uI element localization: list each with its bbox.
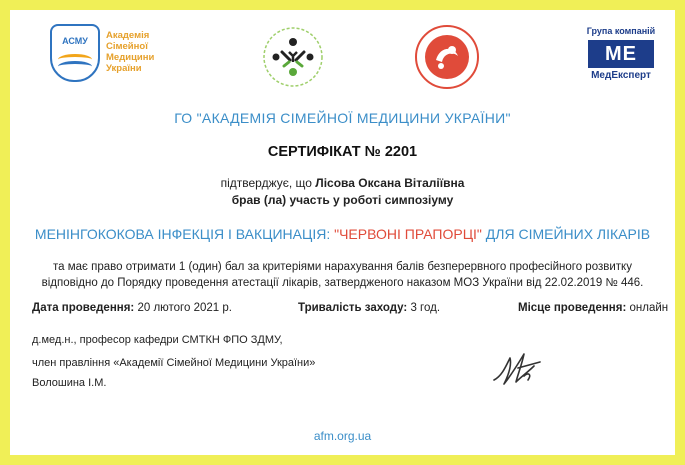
confirms-prefix: підтверджує, що <box>220 176 312 190</box>
event-duration <box>298 302 440 314</box>
asmu-logo <box>46 24 176 86</box>
certificate-title: СЕРТИФІКАТ № 2201 <box>267 144 418 160</box>
symposium-title <box>10 226 675 242</box>
confirms-line <box>10 176 675 190</box>
medexpert-logo <box>580 26 662 82</box>
symposium-title-part: МЕНІНГОКОКОВА ІНФЕКЦІЯ І ВАКЦИНАЦІЯ: <box>34 226 335 242</box>
family-logo-icon <box>262 26 324 88</box>
asmu-badge-text: АСМУ <box>62 36 88 46</box>
signature-icon <box>488 346 546 390</box>
asmu-text-line: України <box>106 63 142 74</box>
recipient-name: Лісова Оксана Віталіївна <box>315 176 465 190</box>
medexpert-mark: МЕ <box>588 40 654 68</box>
medexpert-name: МедЕксперт <box>591 70 651 81</box>
org-title: ГО "АКАДЕМІЯ СІМЕЙНОЇ МЕДИЦИНИ УКРАЇНИ" <box>174 110 511 126</box>
asmu-logo-text <box>106 30 176 74</box>
signer-title: д.мед.н., професор кафедри СМТКН ФПО ЗДМУ, <box>32 334 283 346</box>
event-date <box>32 302 232 314</box>
signer-name: Волошина І.М. <box>32 377 107 389</box>
asmu-text-line: Сімейної <box>106 41 148 52</box>
duration-label: Тривалість заходу: <box>298 302 408 314</box>
date-value: 20 лютого 2021 р. <box>137 302 232 314</box>
symposium-highlight: "ЧЕРВОНІ ПРАПОРЦІ" <box>334 226 482 242</box>
place-label: Місце проведення: <box>518 302 627 314</box>
duration-value: 3 год. <box>410 302 441 314</box>
symposium-title-part: ДЛЯ СІМЕЙНИХ ЛІКАРІВ <box>481 226 651 242</box>
medexpert-group-label: Група компаній <box>586 26 656 36</box>
participated-line: брав (ла) участь у роботі симпозіуму <box>231 193 454 207</box>
event-place <box>518 302 668 314</box>
asmu-text-line: Медицини <box>106 52 155 63</box>
website-link[interactable]: afm.org.ua <box>313 429 372 443</box>
signer-position: член правління «Академії Сімейної Медицини України» <box>32 357 316 369</box>
asmu-shield-icon <box>50 24 100 82</box>
pediatric-association-logo-icon <box>414 24 480 90</box>
date-label: Дата проведення: <box>32 302 135 314</box>
place-value: онлайн <box>629 302 669 314</box>
body-text-line: відповідно до Порядку проведення атестації лікарів, затвердженого наказом МОЗ України від 22.02.2019 № 446. <box>41 277 644 289</box>
asmu-text-line: Академія <box>106 30 150 41</box>
body-text-line: та має право отримати 1 (один) бал за критеріями нарахування балів безперервного професійного розвитку <box>53 261 632 273</box>
